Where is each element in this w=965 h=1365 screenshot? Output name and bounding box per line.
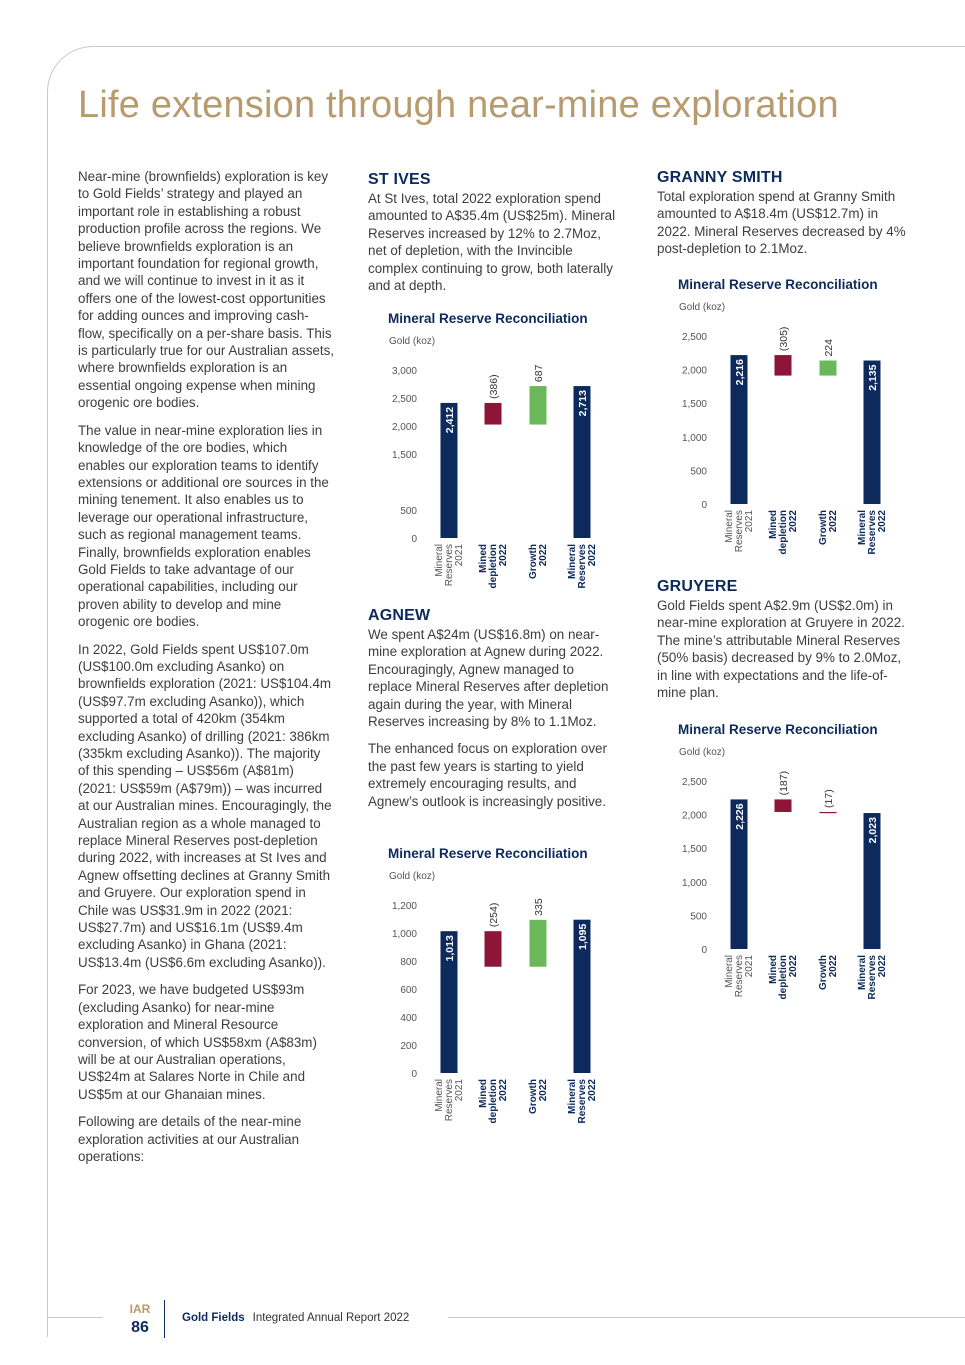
bar-value-label: 2,713 <box>577 390 589 417</box>
y-tick-label: 0 <box>701 945 707 956</box>
st-ives-paragraph: At St Ives, total 2022 exploration spend amounted to A$35.4m (US$25m). Mineral Reserves increased by 12% to 2.7Moz, net of depletion, with the Invincible complex continuing to grow, both laterally and at depth. <box>368 191 616 294</box>
x-category-label: Mined <box>768 955 779 984</box>
y-tick-label: 1,500 <box>681 844 707 856</box>
chart-svg <box>678 275 918 565</box>
intro-paragraph-1: Near-mine (brownfields) exploration is key to Gold Fields’ strategy and played an important role in establishing a robust production profile across the regions. We believe brownfields exploration is an important foundation for regional growth, and we will continue to invest in it as it offers one of the lowest-cost opportunities for adding ounces and improving cash-flow, specifically on a per-share basis. This is particularly true for our Australian assets, where brownfields exploration is an essential ongoing expense when mining orogenic ore bodies. <box>78 169 335 411</box>
agnew-section <box>368 607 620 820</box>
x-category-label: Mineral <box>434 544 445 577</box>
bar-value-label: 1,013 <box>444 935 456 962</box>
chart-y-unit: Gold (koz) <box>679 302 726 313</box>
bar-value-label: 2,023 <box>867 817 879 844</box>
x-category-label: Mineral <box>567 544 578 580</box>
chart-svg <box>678 720 918 1010</box>
x-category-label: 2022 <box>788 955 799 978</box>
bar-value-label: (305) <box>778 326 790 352</box>
bar-decrease <box>820 812 837 813</box>
x-category-label: 2022 <box>877 510 888 533</box>
chart-y-unit: Gold (koz) <box>389 871 436 882</box>
x-category-label: Reserves <box>444 1079 455 1122</box>
bar-value-label: 1,095 <box>577 923 589 950</box>
bar-increase <box>820 361 837 376</box>
bar-value-label: 2,412 <box>444 406 456 434</box>
y-tick-label: 0 <box>411 534 417 545</box>
x-category-label: Mineral <box>857 955 868 991</box>
y-tick-label: 500 <box>690 466 707 478</box>
bar-increase <box>530 920 547 967</box>
x-category-label: 2022 <box>788 510 799 533</box>
y-tick-label: 2,000 <box>681 365 707 377</box>
y-tick-label: 2,500 <box>681 777 707 788</box>
x-category-label: Growth <box>528 544 539 579</box>
chart-y-unit: Gold (koz) <box>389 336 436 347</box>
agnew-reconciliation-chart <box>388 844 628 1134</box>
bar-value-label: 224 <box>823 338 835 357</box>
x-category-label: Reserves <box>577 544 588 589</box>
x-category-label: Mineral <box>724 510 735 543</box>
gruyere-reconciliation-chart <box>678 720 918 1010</box>
footer-rule-left <box>47 1317 103 1318</box>
y-tick-label: 1,500 <box>681 399 707 411</box>
y-tick-label: 1,000 <box>391 929 417 940</box>
gruyere-heading: GRUYERE <box>657 578 738 595</box>
x-category-label: 2022 <box>828 955 839 978</box>
bar-value-label: (187) <box>778 770 790 796</box>
footer-company: Gold Fields <box>182 1312 245 1324</box>
y-tick-label: 800 <box>400 957 417 968</box>
bar-value-label: (386) <box>488 374 500 399</box>
x-category-label: 2022 <box>538 544 549 567</box>
x-category-label: 2021 <box>744 510 755 533</box>
x-category-label: Mined <box>478 544 489 573</box>
y-tick-label: 1,000 <box>681 432 707 444</box>
bar-value-label: 335 <box>533 898 545 916</box>
y-tick-label: 600 <box>400 985 417 996</box>
granny-smith-paragraph: Total exploration spend at Granny Smith amounted to A$18.4m (US$12.7m) in 2022. Mineral Reserves decreased by 4% post-depletion to 2.1Moz. <box>657 189 906 257</box>
y-tick-label: 1,000 <box>681 877 707 889</box>
x-category-label: Growth <box>818 510 829 545</box>
bar-value-label: 2,216 <box>734 359 746 386</box>
st-ives-heading: ST IVES <box>368 171 431 188</box>
bar-value-label: (254) <box>488 902 500 928</box>
agnew-paragraph-2: The enhanced focus on exploration over the past few years is starting to yield extremely encouraging results, and Agnew’s outlook is increasingly positive. <box>368 741 607 809</box>
chart-svg <box>388 309 628 599</box>
intro-paragraph-4: For 2023, we have budgeted US$93m (excluding Asanko) for near-mine exploration and Mineral Resource conversion, of which US$58xm (A$83m) will be at our Australian operations, US$24m at Salares Norte in Chile and US$5m at our Ghanaian mines. <box>78 982 317 1102</box>
chart-title: Mineral Reserve Reconciliation <box>388 311 588 326</box>
y-tick-label: 2,500 <box>391 394 417 405</box>
st-ives-reconciliation-chart <box>388 309 628 599</box>
x-category-label: 2022 <box>587 544 598 567</box>
bar-value-label: 687 <box>533 364 545 383</box>
x-category-label: depletion <box>488 1079 499 1124</box>
y-tick-label: 2,000 <box>391 422 417 433</box>
y-tick-label: 2,000 <box>681 810 707 822</box>
x-category-label: Mineral <box>857 510 868 546</box>
y-tick-label: 2,500 <box>681 332 707 343</box>
chart-y-unit: Gold (koz) <box>679 747 726 758</box>
footer-rule-right <box>448 1317 965 1318</box>
footer-brand <box>182 1312 409 1324</box>
intro-paragraph-5: Following are details of the near-mine exploration activities at our Australian operations: <box>78 1114 302 1164</box>
bar-decrease <box>775 355 792 375</box>
x-category-label: Reserves <box>734 955 745 998</box>
x-category-label: 2021 <box>454 1079 465 1102</box>
y-tick-label: 1,200 <box>391 901 417 912</box>
x-category-label: Growth <box>528 1079 539 1114</box>
intro-column <box>78 168 335 1175</box>
bar-decrease <box>775 799 792 812</box>
bar-decrease <box>485 931 502 967</box>
x-category-label: Reserves <box>867 955 878 1000</box>
x-category-label: Reserves <box>867 510 878 555</box>
y-tick-label: 0 <box>411 1069 417 1080</box>
agnew-paragraph-1: We spent A$24m (US$16.8m) on near-mine exploration at Agnew during 2022. Encouragingly, Agnew managed to replace Mineral Reserves after depletion again during the year, with Mineral Reserves increasing by 8% to 1.1Moz. <box>368 627 609 730</box>
granny-smith-section <box>657 169 907 268</box>
chart-title: Mineral Reserve Reconciliation <box>678 722 878 737</box>
y-tick-label: 1,500 <box>391 450 417 461</box>
intro-paragraph-3: In 2022, Gold Fields spent US$107.0m (US$100.0m excluding Asanko) on brownfields exploration (2021: US$104.4m (US$97.7m excluding Asanko)), which supported a total of 420km (354km excluding Asanko) of drilling (2021: 386km (335km excluding Asanko)). The majority of this spending – US$56m (A$81m) (2021: US$59m (A$79m)) – was incurred at our Australian mines. Encouragingly, the Australian region as a whole managed to replace Mineral Reserves post-depletion during 2022, with increases at St Ives and Agnew offsetting declines at Granny Smith and Gruyere. Our exploration spend in Chile was US$31.9m in 2022 (2021: US$27.7m) and US$16.1m (US$9.4m excluding Asanko) in Ghana (2021: US$13.4m (US$6.6m excluding Asanko)). <box>78 641 332 970</box>
x-category-label: 2022 <box>587 1079 598 1102</box>
footer-report-name: Integrated Annual Report 2022 <box>252 1312 410 1324</box>
x-category-label: Mined <box>768 510 779 539</box>
footer-divider <box>164 1300 165 1338</box>
y-tick-label: 3,000 <box>391 366 417 377</box>
x-category-label: Reserves <box>734 510 745 553</box>
x-category-label: depletion <box>778 510 789 555</box>
y-tick-label: 500 <box>690 911 707 923</box>
intro-paragraph-2: The value in near-mine exploration lies in knowledge of the ore bodies, which enables our exploration teams to identify extensions or additional ore sources in the mining tenement. It also enables us to leverage our operational infrastructure, such as regional management teams. Finally, brownfields exploration enables Gold Fields to take advantage of our operational capabilities, including our proven ability to develop and mine orogenic ore bodies. <box>78 422 329 630</box>
x-category-label: 2021 <box>744 955 755 978</box>
granny-smith-reconciliation-chart <box>678 275 918 565</box>
x-category-label: depletion <box>778 955 789 1000</box>
x-category-label: 2022 <box>828 510 839 533</box>
agnew-heading: AGNEW <box>368 607 431 624</box>
footer-section-tag: IAR <box>129 1302 151 1316</box>
page-title: Life extension through near-mine exploration <box>78 84 839 126</box>
granny-smith-heading: GRANNY SMITH <box>657 169 783 186</box>
chart-title: Mineral Reserve Reconciliation <box>678 277 878 292</box>
x-category-label: Growth <box>818 955 829 990</box>
bar-increase <box>530 386 547 424</box>
x-category-label: 2022 <box>538 1079 549 1102</box>
bar-value-label: (17) <box>823 789 835 808</box>
chart-svg <box>388 844 628 1134</box>
y-tick-label: 400 <box>400 1013 417 1024</box>
x-category-label: Reserves <box>577 1079 588 1124</box>
x-category-label: Mineral <box>724 955 735 988</box>
x-category-label: Mined <box>478 1079 489 1108</box>
x-category-label: 2022 <box>498 544 509 567</box>
x-category-label: depletion <box>488 544 499 589</box>
gruyere-paragraph: Gold Fields spent A$2.9m (US$2.0m) in near-mine exploration at Gruyere in 2022. The mine’s attributable Mineral Reserves (50% basis) decreased by 9% to 2.0Moz, in line with expectations and the life-of-mine plan. <box>657 598 905 701</box>
chart-title: Mineral Reserve Reconciliation <box>388 846 588 861</box>
y-tick-label: 200 <box>400 1041 417 1052</box>
x-category-label: Reserves <box>444 544 455 587</box>
x-category-label: 2021 <box>454 544 465 567</box>
bar-value-label: 2,226 <box>734 803 746 830</box>
footer-page-number: 86 <box>131 1319 149 1336</box>
y-tick-label: 500 <box>400 506 417 517</box>
x-category-label: 2022 <box>877 955 888 978</box>
x-category-label: 2022 <box>498 1079 509 1102</box>
bar-value-label: 2,135 <box>867 364 879 391</box>
x-category-label: Mineral <box>434 1079 445 1112</box>
x-category-label: Mineral <box>567 1079 578 1115</box>
bar-decrease <box>485 403 502 425</box>
gruyere-section <box>657 578 907 711</box>
y-tick-label: 0 <box>701 500 707 511</box>
st-ives-section <box>368 171 620 304</box>
